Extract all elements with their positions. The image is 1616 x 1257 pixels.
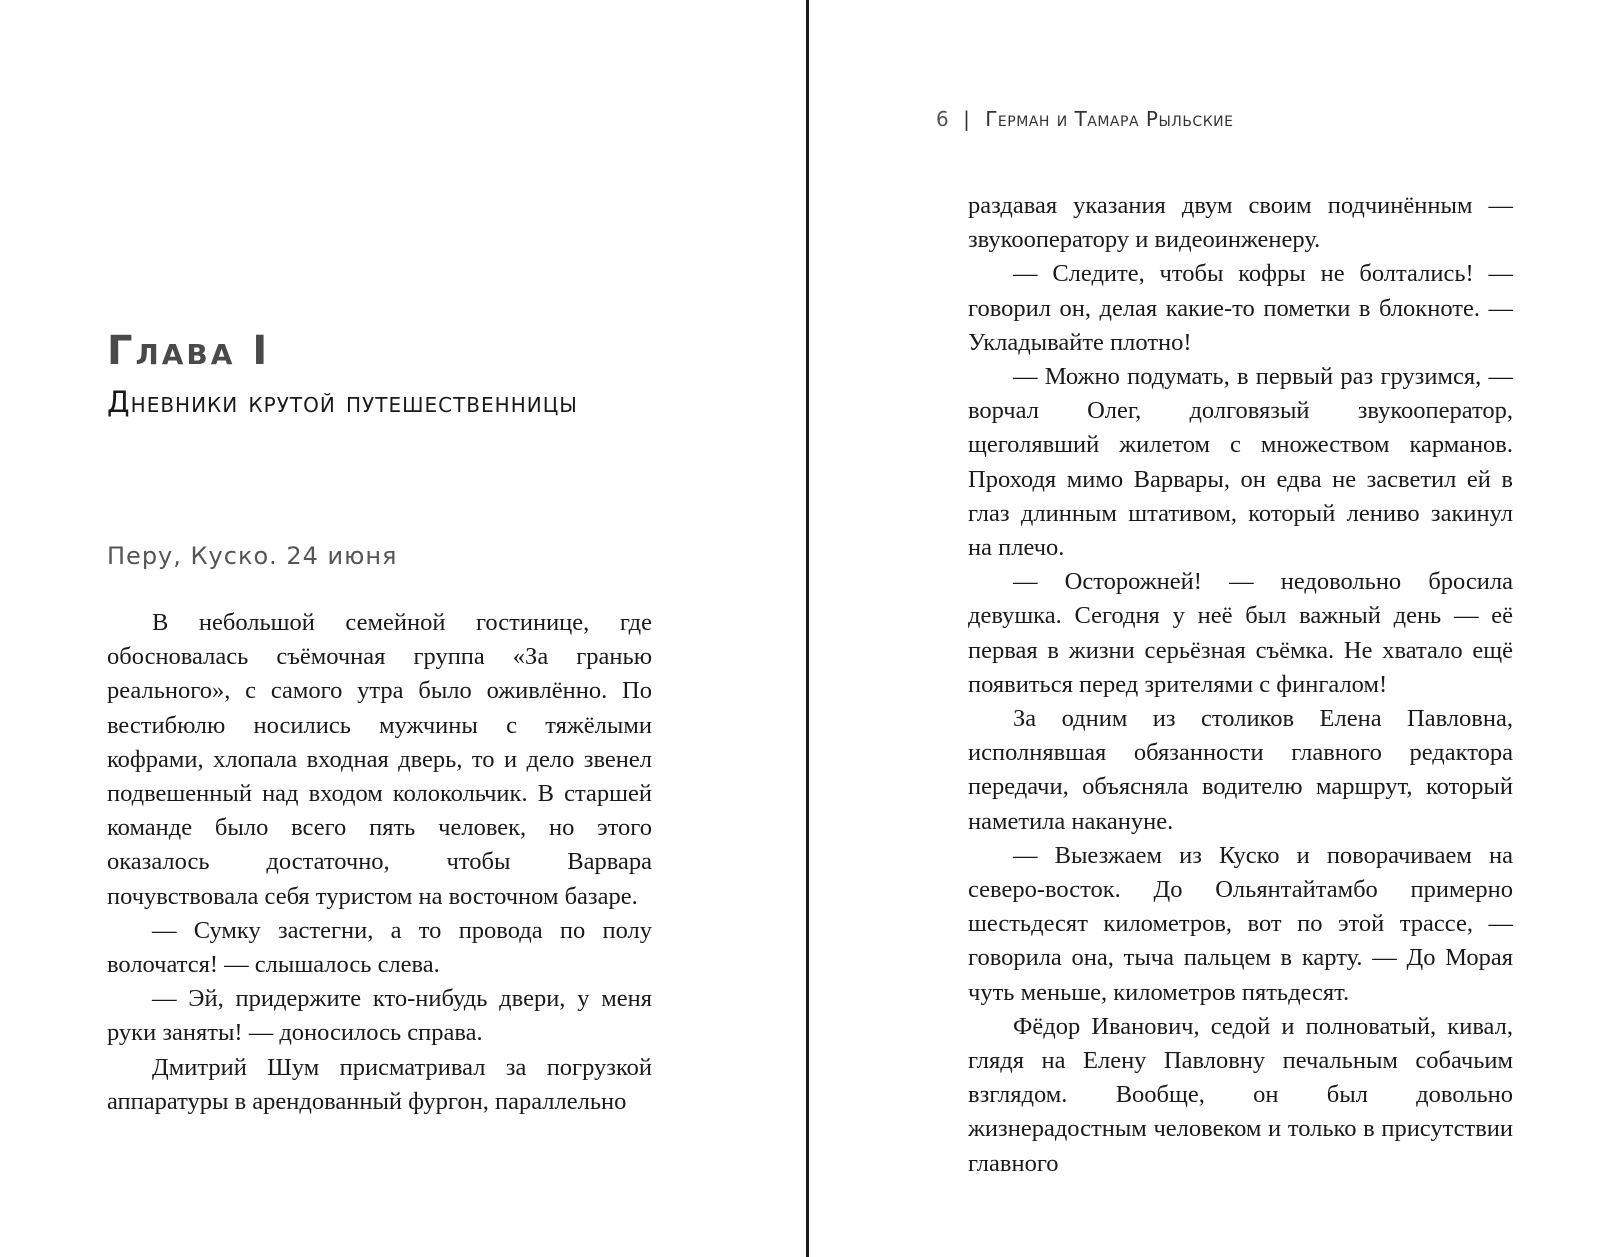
paragraph: Фёдор Иванович, седой и полноватый, кивал, глядя на Елену Павловну печальным собачьим взглядом. Вообще, он был довольно жизнерадостным человеком и только в присутствии главного (968, 1012, 1513, 1177)
paragraph: Дмитрий Шум присматривал за погрузкой аппаратуры в арендованный фургон, параллельно (107, 1053, 652, 1115)
paragraph: В небольшой семейной гостинице, где обосновалась съёмочная группа «За гранью реального», с самого утра было оживлённо. По вестибюлю носились мужчины с тяжёлыми кофрами, хлопала входная дверь, то и дело звенел подвешенный над входом колокольчик. В старшей команде было всего пять человек, но этого оказалось достаточно, чтобы Варвара почувствовала себя туристом на восточном базаре. (107, 609, 652, 910)
paragraph: — Выезжаем из Куско и поворачиваем на северо-восток. До Ольянтайтамбо примерно шестьдесят километров, вот по этой трассе, — говорила она, тыча пальцем в карту. — До Морая чуть меньше, километров пятьдесят. (968, 841, 1513, 1006)
paragraph: — Сумку застегни, а то провода по полу волочатся! — слышалось слева. (107, 916, 652, 979)
left-page-text (107, 606, 652, 1119)
entry-date: Перу, Куско. 24 июня (107, 542, 398, 570)
chapter-subtitle: Дневники крутой путешественницы (107, 385, 578, 419)
paragraph: За одним из столиков Елена Павловна, исполнявшая обязанности главного редактора передачи, объясняла водителю маршрут, который наметила накануне. (968, 705, 1513, 835)
right-page (812, 0, 1616, 1257)
left-page (0, 0, 806, 1257)
running-head (936, 104, 1233, 134)
paragraph: раздавая указания двум своим подчинённым — звукооператору и видеоинженеру. (968, 192, 1513, 254)
paragraph: — Эй, придержите кто-нибудь двери, у меня руки заняты! — доносилось справа. (107, 985, 652, 1047)
chapter-title: Глава I (107, 328, 271, 374)
running-head-divider: | (963, 107, 970, 131)
right-page-text (968, 189, 1513, 1181)
running-head-authors: Герман и Тамара Рыльские (985, 107, 1234, 131)
page-number: 6 (936, 107, 949, 131)
paragraph: — Осторожней! — недовольно бросила девушка. Сегодня у неё был важный день — её первая в жизни серьёзная съёмка. Не хватало ещё появиться перед зрителями с фингалом! (968, 568, 1513, 698)
paragraph: — Следите, чтобы кофры не болтались! — говорил он, делая какие-то пометки в блокноте. — Укладывайте плотно! (968, 260, 1513, 356)
paragraph: — Можно подумать, в первый раз грузимся, — ворчал Олег, долговязый звукооператор, щеголявший жилетом с множеством карманов. Проходя мимо Варвары, он едва не засветил ей в глаз длинным штативом, который лениво закинул на плечо. (968, 363, 1513, 562)
page-gutter-divider (806, 0, 809, 1257)
